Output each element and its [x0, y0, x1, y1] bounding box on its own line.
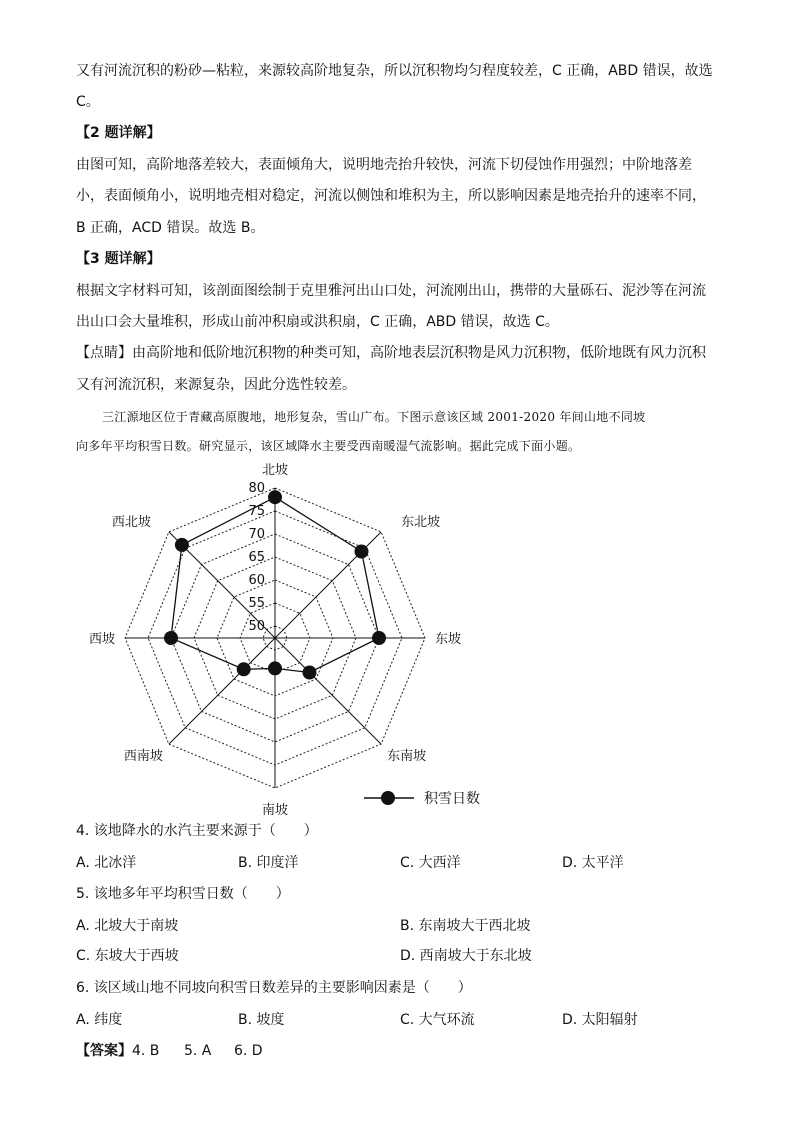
- category-label: 西北坡: [111, 514, 151, 530]
- legend-label: 积雪日数: [424, 791, 480, 807]
- intro-line: 向多年平均积雪日数。研究显示，该区域降水主要受西南暖湿气流影响。据此完成下面小题。: [76, 439, 581, 453]
- tick-label: 70: [248, 527, 265, 542]
- option-a[interactable]: A. 北坡大于南坡: [76, 918, 179, 934]
- explanation-line: 小，表面倾角小，说明地壳相对稳定，河流以侧蚀和堆积为主，所以影响因素是地壳抬升的速率不同，: [76, 188, 706, 204]
- tick-label: 75: [248, 504, 265, 519]
- tick-label: 50: [248, 619, 265, 634]
- option-b[interactable]: B. 坡度: [238, 1012, 285, 1028]
- option-b[interactable]: B. 东南坡大于西北坡: [400, 918, 531, 934]
- category-label: 东北坡: [401, 514, 441, 530]
- tick-label: 60: [248, 573, 265, 588]
- category-label: 北坡: [261, 463, 289, 478]
- category-label: 南坡: [261, 803, 289, 818]
- option-a[interactable]: A. 北冰洋: [76, 855, 137, 871]
- data-point: [164, 631, 178, 645]
- tick-label: 55: [248, 596, 265, 611]
- explanation-line: 出山口会大量堆积，形成山前冲积扇或洪积扇，C 正确，ABD 错误，故选 C。: [76, 314, 559, 330]
- intro-line: 三江源地区位于青藏高原腹地，地形复杂，雪山广布。下图示意该区域 2001-2020 年间山地不同坡: [102, 410, 646, 424]
- option-d[interactable]: D. 太阳辐射: [562, 1012, 638, 1028]
- data-point: [268, 661, 282, 675]
- explanation-line: 由图可知，高阶地落差较大，表面倾角大，说明地壳抬升较快，河流下切侵蚀作用强烈；中阶地落差: [76, 157, 692, 173]
- explanation-line: 又有河流沉积，来源复杂，因此分选性较差。: [76, 377, 356, 393]
- option-d[interactable]: D. 太平洋: [562, 855, 624, 871]
- answer-6: 6. D: [234, 1043, 263, 1059]
- data-point: [303, 666, 317, 680]
- category-label: 西南坡: [123, 749, 163, 765]
- explanation-line: B 正确，ACD 错误。故选 B。: [76, 220, 265, 236]
- section-heading-q2: 【2 题详解】: [76, 125, 161, 141]
- category-label: 东南坡: [387, 749, 427, 765]
- legend-marker: [381, 791, 395, 805]
- tick-label: 65: [248, 550, 265, 565]
- option-c[interactable]: C. 大西洋: [400, 855, 461, 871]
- data-point: [355, 545, 369, 559]
- tick-label: 80: [248, 481, 265, 496]
- data-point: [372, 631, 386, 645]
- chart-legend: [364, 790, 480, 807]
- option-c[interactable]: C. 大气环流: [400, 1012, 475, 1028]
- option-a[interactable]: A. 纬度: [76, 1012, 123, 1028]
- answer-5: 5. A: [184, 1043, 212, 1059]
- answer-label: 【答案】: [76, 1043, 132, 1059]
- data-point: [175, 538, 189, 552]
- question-stem: 4. 该地降水的水汽主要来源于（ ）: [76, 823, 318, 839]
- explanation-line: 根据文字材料可知，该剖面图绘制于克里雅河出山口处，河流刚出山，携带的大量砾石、泥沙等在河流: [76, 283, 706, 299]
- category-label: 西坡: [88, 632, 115, 647]
- section-heading-q3: 【3 题详解】: [76, 251, 161, 267]
- question-stem: 6. 该区域山地不同坡向积雪日数差异的主要影响因素是（ ）: [76, 980, 472, 996]
- category-label: 东坡: [435, 632, 462, 647]
- data-point: [268, 490, 282, 504]
- option-d[interactable]: D. 西南坡大于东北坡: [400, 948, 532, 964]
- axis-line: [275, 638, 381, 744]
- question-stem: 5. 该地多年平均积雪日数（ ）: [76, 886, 290, 902]
- explanation-line: C。: [76, 94, 100, 110]
- key-point-line: 【点睛】由高阶地和低阶地沉积物的种类可知，高阶地表层沉积物是风力沉积物，低阶地既有风力沉积: [76, 345, 706, 361]
- answer-4: 4. B: [132, 1043, 160, 1059]
- data-point: [237, 662, 251, 676]
- explanation-line: 又有河流沉积的粉砂—粘粒，来源较高阶地复杂，所以沉积物均匀程度较差，C 正确，ABD 错误，故选: [76, 63, 713, 79]
- axis-line: [169, 638, 275, 744]
- option-c[interactable]: C. 东坡大于西坡: [76, 948, 179, 964]
- option-b[interactable]: B. 印度洋: [238, 855, 299, 871]
